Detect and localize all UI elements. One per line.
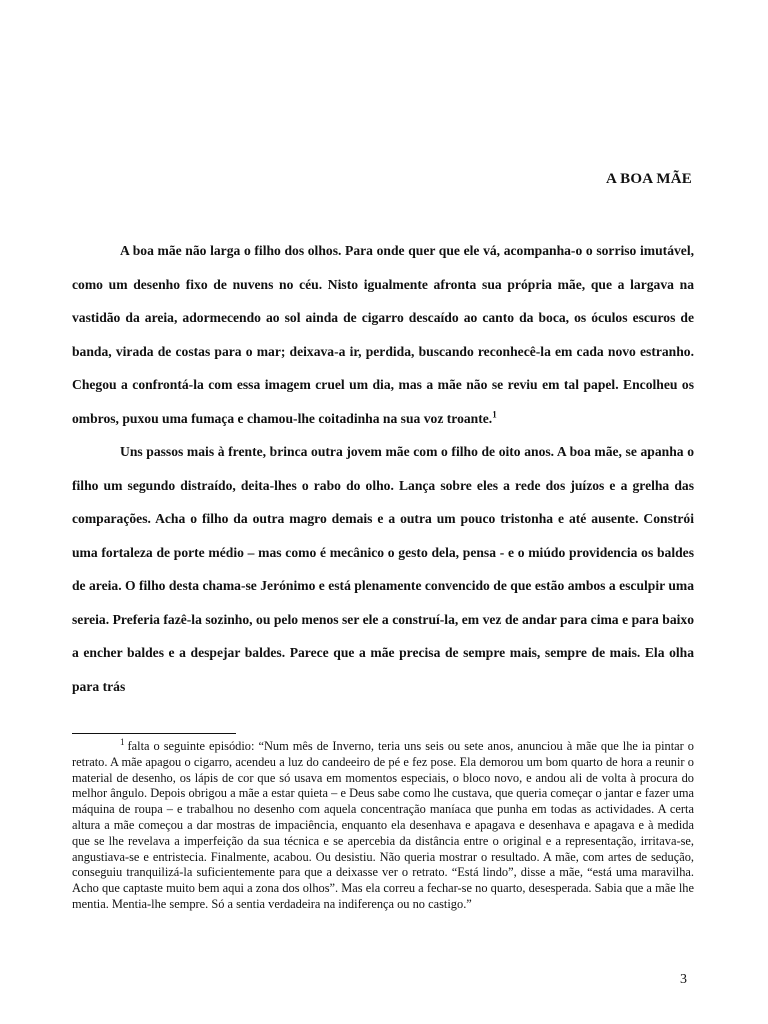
footnote-number: 1 <box>120 736 125 747</box>
footnote-separator <box>72 733 236 734</box>
chapter-title: A BOA MÃE <box>606 171 692 187</box>
page-number: 3 <box>680 972 687 987</box>
footnote-text: falta o seguinte episódio: “Num mês de Inverno, teria uns seis ou sete anos, anunciou à mãe que lhe ia pintar o retrato. A mãe apagou o cigarro, acendeu a luz do candeeiro de pé e fez pose. Ela demorou um bom quarto de hora a reunir o material de desenho, os lápis de cor que só usava em momentos especiais, o bloco novo, e andou ali de volta à procura do melhor ângulo. Depois obrigou a mãe a estar quieta – e Deus sabe como lhe custava, que queria começar o jantar e fazer uma máquina de roupa – e trabalhou no desenho com aquela concentração maníaca que punha em todas as actividades. A certa altura a mãe começou a dar mostras de impaciência, enquanto ela desenhava e apagava e desenhava e apagava e à medida que se lhe revelava a imperfeição da sua técnica e se apercebia da distância entre o original e a representação, irritava-se, angustiava-se e entristecia. Finalmente, acabou. Ou desistiu. Não queria mostrar o resultado. A mãe, com artes de sedução, conseguiu tranquilizá-la suficientemente para que a deixasse ver o retrato. “Está lindo”, disse a mãe, “está uma maravilha. Acho que captaste muito bem aqui a zona dos olhos”. Mas ela correu a fechar-se no quarto, desesperada. Sabia que a mãe lhe mentia. Mentia-lhe sempre. Só a sentia verdadeira na indiferença ou no castigo.” <box>72 739 694 911</box>
paragraph <box>72 234 694 435</box>
footnote <box>72 736 694 913</box>
paragraph-text: A boa mãe não larga o filho dos olhos. Para onde quer que ele vá, acompanha-o o sorriso imutável, como um desenho fixo de nuvens no céu. Nisto igualmente afronta sua própria mãe, que a largava na vastidão da areia, adormecendo ao sol ainda de cigarro descaído ao canto da boca, os óculos escuros de banda, virada de costas para o mar; deixava-a ir, perdida, buscando reconhecê-la em cada novo estranho. Chegou a confrontá-la com essa imagem cruel um dia, mas a mãe não se reviu em tal papel. Encolheu os ombros, puxou uma fumaça e chamou-lhe coitadinha na sua voz troante. <box>72 243 694 426</box>
footnote-paragraph <box>72 736 694 913</box>
body-text <box>72 234 694 703</box>
paragraph: Uns passos mais à frente, brinca outra jovem mãe com o filho de oito anos. A boa mãe, se apanha o filho um segundo distraído, deita-lhes o rabo do olho. Lança sobre eles a rede dos juízos e a grelha das comparações. Acha o filho da outra magro demais e a outra um pouco tristonha e até ausente. Constrói uma fortaleza de porte médio – mas como é mecânico o gesto dela, pensa - e o miúdo providencia os baldes de areia. O filho desta chama-se Jerónimo e está plenamente convencido de que estão ambos a esculpir uma sereia. Preferia fazê-la sozinho, ou pelo menos ser ele a construí-la, em vez de andar para cima e para baixo a encher baldes e a despejar baldes. Parece que a mãe precisa de sempre mais, sempre de mais. Ela olha para trás <box>72 444 694 694</box>
footnote-reference[interactable]: 1 <box>492 408 497 419</box>
